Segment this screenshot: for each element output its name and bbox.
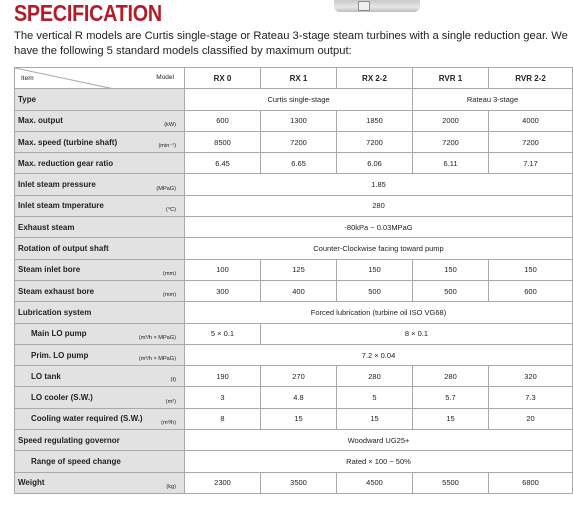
value-cell: 6.65 bbox=[261, 153, 337, 174]
row-unit-label: (kg) bbox=[166, 483, 176, 490]
value-cell: 7.3 bbox=[489, 387, 573, 408]
value-cell: 300 bbox=[185, 280, 261, 301]
table-row bbox=[15, 110, 573, 131]
table-row bbox=[15, 89, 573, 110]
value-cell: Woodward UG25+ bbox=[185, 430, 573, 451]
value-cell: 2300 bbox=[185, 472, 261, 493]
table-row bbox=[15, 430, 573, 451]
row-item-label: Exhaust steam bbox=[18, 222, 75, 232]
row-item-label: Steam inlet bore bbox=[18, 265, 81, 275]
intro-paragraph: The vertical R models are Curtis single-stage or Rateau 3-stage steam turbines with a single reduction gear. We have the following 5 standard models classified by maximum output: bbox=[14, 30, 568, 57]
row-item-cell bbox=[15, 344, 185, 365]
row-item-label: Prim. LO pump bbox=[31, 350, 89, 360]
row-item-cell bbox=[15, 89, 185, 110]
value-cell: 6.06 bbox=[337, 153, 413, 174]
value-cell: 4000 bbox=[489, 110, 573, 131]
value-cell: 7.17 bbox=[489, 153, 573, 174]
value-cell: 8 bbox=[185, 408, 261, 429]
value-cell: 15 bbox=[413, 408, 489, 429]
row-item-label: Steam exhaust bore bbox=[18, 286, 95, 296]
value-cell: Curtis single-stage bbox=[185, 89, 413, 110]
row-item-cell bbox=[15, 195, 185, 216]
model-axis-label: Model bbox=[156, 74, 174, 81]
value-cell: 5.7 bbox=[413, 387, 489, 408]
table-row bbox=[15, 472, 573, 493]
table-row bbox=[15, 408, 573, 429]
table-row bbox=[15, 238, 573, 259]
row-item-cell bbox=[15, 217, 185, 238]
value-cell: 400 bbox=[261, 280, 337, 301]
value-cell: 15 bbox=[337, 408, 413, 429]
row-unit-label: (°C) bbox=[165, 207, 176, 214]
value-cell: 7200 bbox=[413, 131, 489, 152]
row-item-label: Inlet steam tmperature bbox=[18, 201, 104, 211]
value-cell: 5 × 0.1 bbox=[185, 323, 261, 344]
table-row bbox=[15, 131, 573, 152]
spec-table bbox=[14, 67, 573, 494]
value-cell: 500 bbox=[337, 280, 413, 301]
row-item-cell bbox=[15, 366, 185, 387]
row-item-label: LO tank bbox=[31, 371, 61, 381]
table-row bbox=[15, 451, 573, 472]
value-cell: 7200 bbox=[337, 131, 413, 152]
value-cell: 8 × 0.1 bbox=[261, 323, 573, 344]
value-cell: Rateau 3-stage bbox=[413, 89, 573, 110]
row-item-cell bbox=[15, 472, 185, 493]
row-unit-label: (ℓ) bbox=[170, 377, 176, 384]
row-item-label: Weight bbox=[18, 478, 45, 488]
row-item-label: Lubrication system bbox=[18, 307, 92, 317]
value-cell: 8500 bbox=[185, 131, 261, 152]
value-cell: 280 bbox=[185, 195, 573, 216]
value-cell: 600 bbox=[185, 110, 261, 131]
table-row bbox=[15, 153, 573, 174]
row-item-label: Max. speed (turbine shaft) bbox=[18, 137, 118, 147]
row-item-cell bbox=[15, 323, 185, 344]
row-item-cell bbox=[15, 387, 185, 408]
value-cell: 2000 bbox=[413, 110, 489, 131]
row-unit-label: (m³/h × MPaG) bbox=[138, 334, 176, 341]
value-cell: 125 bbox=[261, 259, 337, 280]
table-header-row bbox=[15, 68, 573, 89]
value-cell: 150 bbox=[489, 259, 573, 280]
row-item-label: Max. reduction gear ratio bbox=[18, 158, 114, 168]
row-item-label: Range of speed change bbox=[31, 456, 121, 466]
value-cell: 100 bbox=[185, 259, 261, 280]
table-body bbox=[15, 89, 573, 494]
value-cell: 6.45 bbox=[185, 153, 261, 174]
value-cell: 4500 bbox=[337, 472, 413, 493]
value-cell: Forced lubrication (turbine oil ISO VG68) bbox=[185, 302, 573, 323]
row-item-cell bbox=[15, 451, 185, 472]
row-item-cell bbox=[15, 238, 185, 259]
value-cell: 1.85 bbox=[185, 174, 573, 195]
value-cell: 5 bbox=[337, 387, 413, 408]
value-cell: 20 bbox=[489, 408, 573, 429]
row-item-cell bbox=[15, 153, 185, 174]
table-corner-cell bbox=[15, 68, 185, 89]
table-row bbox=[15, 366, 573, 387]
value-cell: 6800 bbox=[489, 472, 573, 493]
value-cell: Counter-Clockwise facing toward pump bbox=[185, 238, 573, 259]
turbine-image bbox=[334, 0, 420, 12]
row-item-label: Rotation of output shaft bbox=[18, 244, 109, 254]
table-row bbox=[15, 323, 573, 344]
value-cell: 320 bbox=[489, 366, 573, 387]
model-header: RX 2-2 bbox=[337, 68, 413, 89]
table-row bbox=[15, 195, 573, 216]
value-cell: 280 bbox=[413, 366, 489, 387]
row-unit-label: (kW) bbox=[164, 121, 176, 128]
row-item-label: Main LO pump bbox=[31, 329, 87, 339]
row-item-cell bbox=[15, 131, 185, 152]
value-cell: 190 bbox=[185, 366, 261, 387]
row-item-cell bbox=[15, 302, 185, 323]
value-cell: 5500 bbox=[413, 472, 489, 493]
value-cell: 1300 bbox=[261, 110, 337, 131]
table-row bbox=[15, 344, 573, 365]
value-cell: 15 bbox=[261, 408, 337, 429]
model-header: RX 1 bbox=[261, 68, 337, 89]
row-unit-label: (min⁻¹) bbox=[158, 143, 176, 150]
table-row bbox=[15, 259, 573, 280]
value-cell: -80kPa ~ 0.03MPaG bbox=[185, 217, 573, 238]
page-title: SPECIFICATION bbox=[14, 0, 162, 26]
row-item-label: Speed regulating governor bbox=[18, 435, 120, 445]
row-item-cell bbox=[15, 280, 185, 301]
value-cell: 280 bbox=[337, 366, 413, 387]
value-cell: 150 bbox=[337, 259, 413, 280]
row-unit-label: (m²) bbox=[165, 398, 176, 405]
row-item-cell bbox=[15, 259, 185, 280]
row-item-cell bbox=[15, 430, 185, 451]
row-item-cell bbox=[15, 408, 185, 429]
value-cell: 7200 bbox=[489, 131, 573, 152]
row-unit-label: (m³/h × MPaG) bbox=[138, 356, 176, 363]
row-item-cell bbox=[15, 110, 185, 131]
row-item-label: Max. output bbox=[18, 116, 63, 126]
row-unit-label: (m³/h) bbox=[161, 420, 176, 427]
value-cell: 7.2 × 0.04 bbox=[185, 344, 573, 365]
table-row bbox=[15, 280, 573, 301]
table-row bbox=[15, 217, 573, 238]
value-cell: 7200 bbox=[261, 131, 337, 152]
value-cell: 3 bbox=[185, 387, 261, 408]
table-row bbox=[15, 302, 573, 323]
item-axis-label: Item bbox=[21, 75, 34, 83]
row-unit-label: (mm) bbox=[162, 292, 176, 299]
value-cell: 6.11 bbox=[413, 153, 489, 174]
value-cell: 270 bbox=[261, 366, 337, 387]
model-header: RVR 2-2 bbox=[489, 68, 573, 89]
row-unit-label: (mm) bbox=[162, 270, 176, 277]
value-cell: 500 bbox=[413, 280, 489, 301]
value-cell: 1850 bbox=[337, 110, 413, 131]
row-unit-label: (MPaG) bbox=[156, 185, 176, 192]
row-item-label: LO cooler (S.W.) bbox=[31, 393, 93, 403]
row-item-label: Cooling water required (S.W.) bbox=[31, 414, 143, 424]
row-item-cell bbox=[15, 174, 185, 195]
value-cell: 150 bbox=[413, 259, 489, 280]
model-header: RVR 1 bbox=[413, 68, 489, 89]
value-cell: Rated × 100 ~ 50% bbox=[185, 451, 573, 472]
value-cell: 4.8 bbox=[261, 387, 337, 408]
table-row bbox=[15, 387, 573, 408]
value-cell: 3500 bbox=[261, 472, 337, 493]
row-item-label: Inlet steam pressure bbox=[18, 180, 96, 190]
table-row bbox=[15, 174, 573, 195]
value-cell: 600 bbox=[489, 280, 573, 301]
model-header: RX 0 bbox=[185, 68, 261, 89]
row-item-label: Type bbox=[18, 94, 37, 104]
